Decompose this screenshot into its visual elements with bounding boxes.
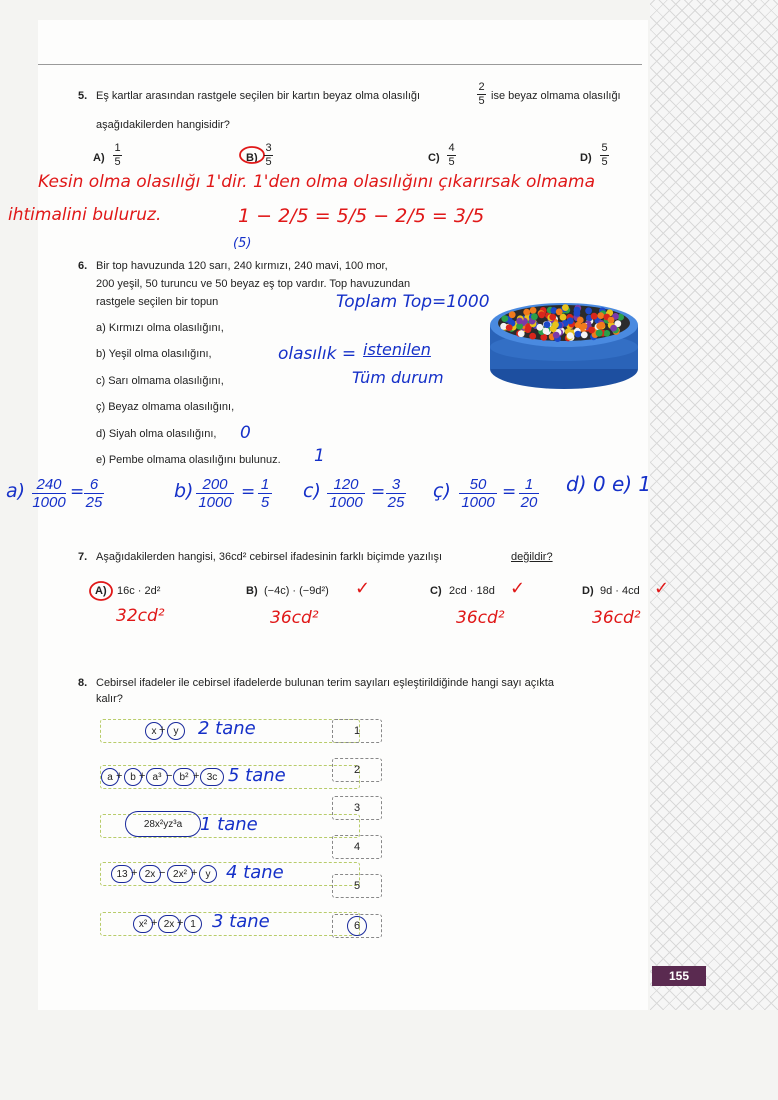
q8-row4-term-1: 13 [111,865,133,883]
q6-item-e-answer: 1 [314,446,325,466]
q6-answer-b-fraction: 200 1000 [196,477,234,510]
q8-row4-term-2: 2x [139,865,161,883]
q8-row1-op-1: + [159,724,166,736]
q7-option-a-expr: 16c · 2d² [117,585,161,597]
pool-ball [577,317,584,324]
q7-text-a: Aşağıdakilerden hangisi, 36cd² cebirsel ifadesinin farklı biçimde yazılışı [96,551,443,563]
q6-answer-c-equals: = [371,482,386,502]
q6-line3: rastgele seçilen bir topun [96,296,219,308]
q6-item-c: c) Sarı olmama olasılığını, [96,375,224,387]
q8-row2-term-1: a [101,768,119,786]
q8-row2-handwritten: 5 tane [228,765,286,786]
pool-ball [509,311,516,318]
q7-option-d-handwritten: 36cd² [592,608,641,628]
pool-ball [544,321,551,328]
pool-ball [530,307,537,314]
q8-number-box-3: 3 [332,796,382,820]
q5-option-d-label: D) [580,152,592,164]
q8-row5-term-1: x² [133,915,153,933]
q7-option-b-expr: (−4c) · (−9d²) [264,585,329,597]
ball-pool-image [484,295,644,391]
q6-item-a: a) Kırmızı olma olasılığını, [96,322,224,334]
pool-ball [581,332,588,339]
q5-text-c: aşağıdakilerden hangisidir? [96,119,230,131]
q5-text-a: Eş kartlar arasından rastgele seçilen bir kartın beyaz olma olasılığı [96,90,421,102]
pool-ball [610,325,617,332]
q6-answer-a-label: a) [6,480,26,502]
q6-item-b: b) Yeşil olma olasılığını, [96,348,212,360]
q6-handwritten-total: Toplam Top=1000 [336,292,490,312]
q6-answer-b-label: b) [174,480,194,502]
pool-ball [553,332,560,339]
q8-row2-term-3: a³ [146,768,168,786]
q5-option-a-fraction: 1 5 [114,142,121,168]
q8-number: 8. [78,677,88,689]
q8-number-box-5: 5 [332,874,382,898]
q8-row3-term-1: 28x²yz³a [125,811,201,837]
q6-answer-c-fraction: 120 1000 [327,477,365,510]
pool-ball [591,313,598,320]
q6-answer-a-equals: = [70,482,85,502]
q5-number: 5. [78,90,88,102]
q8-row5-term-3: 1 [184,915,202,933]
q6-answer-c-cedilla-equals: = [502,482,517,502]
q5-handwritten-line1: Kesin olma olasılığı 1'dir. 1'den olma olasılığını çıkarırsak olmama [38,172,596,192]
pool-ball [567,332,574,339]
pool-ball [574,307,581,314]
pool-ball [598,322,605,329]
q8-number-box-1: 1 [332,719,382,743]
q8-row1-term-1: x [145,722,163,740]
q5-option-c-label: C) [428,152,440,164]
pool-ball [567,317,574,324]
q8-row5-handwritten: 3 tane [212,911,270,932]
q6-item-d-answer: 0 [240,423,251,443]
q5-handwritten-line2: ihtimalini buluruz. [8,205,162,225]
q6-line2: 200 yeşil, 50 turuncu ve 50 beyaz eş top vardır. Top havuzundan [96,278,411,290]
q8-row2-op-1: + [116,770,123,782]
pool-ball [506,324,513,331]
pool-ball [543,328,550,335]
pool-ball [501,315,508,322]
q7-option-b-check: ✓ [355,578,371,599]
pool-ball [536,324,543,331]
top-rule [38,64,642,65]
pool-ball [538,311,545,318]
q6-handwritten-formula-label: olasılık = [278,344,357,364]
q7-option-d-check: ✓ [654,578,670,599]
pool-ball [549,314,556,321]
pool-ball [523,309,530,316]
q8-row2-op-2: + [139,770,146,782]
q8-row4-op-1: + [131,867,138,879]
q6-answer-c-cedilla-result: 1 20 [520,476,538,511]
q7-option-b-handwritten: 36cd² [270,608,319,628]
q6-answer-b-equals: = [241,482,256,502]
pool-ball [531,313,538,320]
q6-handwritten-formula-denominator: Tüm durum [352,368,444,387]
q5-option-a-label: A) [93,152,105,164]
q6-answer-a-fraction: 240 1000 [32,476,66,511]
q7-option-c-label: C) [430,585,442,597]
q8-line1: Cebirsel ifadeler ile cebirsel ifadelerde bulunan terim sayıları eşleştirildiğinde hangi sayı açıkta [96,677,554,689]
q6-answer-b-result: 1 5 [258,477,272,510]
q8-row5-term-2: 2x [158,915,180,933]
q5-option-b-fraction: 3 5 [265,142,272,168]
q6-item-c-cedilla: ç) Beyaz olmama olasılığını, [96,401,235,413]
pool-ball [596,330,603,337]
pool-ball [608,317,615,324]
q8-row5-op-2: + [177,917,184,929]
q7-option-d-label: D) [582,585,594,597]
q7-option-a-handwritten: 32cd² [116,606,165,626]
q8-row2-term-5: 3c [200,768,224,786]
q5-fraction: 2 5 [478,81,485,107]
q7-option-c-handwritten: 36cd² [456,608,505,628]
q8-row2-op-4: + [193,770,200,782]
pool-ball [597,312,604,319]
q7-option-a-label: A) [95,585,107,597]
q8-row4-handwritten: 4 tane [226,862,284,883]
q8-number-box-6 [332,914,382,938]
q5-option-d-fraction: 5 5 [601,142,608,168]
q6-handwritten-formula-numerator: istenilen [363,340,431,359]
q8-row4-op-2: − [159,867,166,879]
q7-option-a-circle [88,580,114,602]
q6-item-d: d) Siyah olma olasılığını, [96,428,217,440]
pool-ball [529,333,536,340]
q8-number-box-4: 4 [332,835,382,859]
page-margin-pattern [650,0,778,1010]
pool-ball [550,325,557,332]
q7-number: 7. [78,551,88,563]
q7-option-c-check: ✓ [510,578,526,599]
q6-number: 6. [78,260,88,272]
q7-option-c-expr: 2cd · 18d [449,585,495,597]
q6-answer-c-cedilla-label: ç) [433,480,451,502]
q8-line2: kalır? [96,693,123,705]
q6-answer-a-result: 6 25 [85,476,103,511]
page-number: 155 [652,966,706,986]
q8-number-6-circle: 6 [347,916,367,936]
pool-ball [575,331,582,338]
pool-ball [525,326,532,333]
q5-option-c-fraction: 4 5 [448,142,455,168]
q5-handwritten-expansion: (5) [233,236,252,251]
q7-option-d-expr: 9d · 4cd [600,585,640,597]
q6-item-e: e) Pembe olmama olasılığını bulunuz. [96,454,281,466]
q8-row5-op-1: + [151,917,158,929]
q6-answer-c-cedilla-fraction: 50 1000 [459,477,497,510]
pool-ball [603,330,610,337]
q8-row1-term-2: y [167,722,185,740]
pool-ball [581,323,588,330]
q5-handwritten-calculation: 1 − 2/5 = 5/5 − 2/5 = 3/5 [238,205,485,227]
pool-ball [588,327,595,334]
q8-row4-term-4: y [199,865,217,883]
pool-ball [562,304,569,311]
q8-row2-term-4: b² [173,768,195,786]
q5-option-b-label: B) [246,152,258,164]
q8-row4-term-3: 2x² [167,865,193,883]
q7-option-b-label: B) [246,585,258,597]
q8-number-box-2: 2 [332,758,382,782]
q8-row2-op-3: − [166,770,173,782]
q8-row3-handwritten: 1 tane [200,814,258,835]
q6-line1: Bir top havuzunda 120 sarı, 240 kırmızı, 240 mavi, 100 mor, [96,260,388,272]
q6-answer-d-e: d) 0 e) 1 [566,472,652,496]
q8-row1-handwritten: 2 tane [198,718,256,739]
q6-answer-c-label: c) [303,480,321,502]
q7-text-b: değildir? [511,551,553,563]
q8-row2-term-2: b [124,768,142,786]
q6-answer-c-result: 3 25 [387,476,405,511]
pool-ball [516,318,523,325]
q5-option-b-circle [238,144,266,166]
q8-row4-op-3: + [191,867,198,879]
q5-text-b: ise beyaz olmama olasılığı [491,90,621,102]
pool-ball [585,307,592,314]
pool-ball [556,308,563,315]
pool-ball [518,330,525,337]
